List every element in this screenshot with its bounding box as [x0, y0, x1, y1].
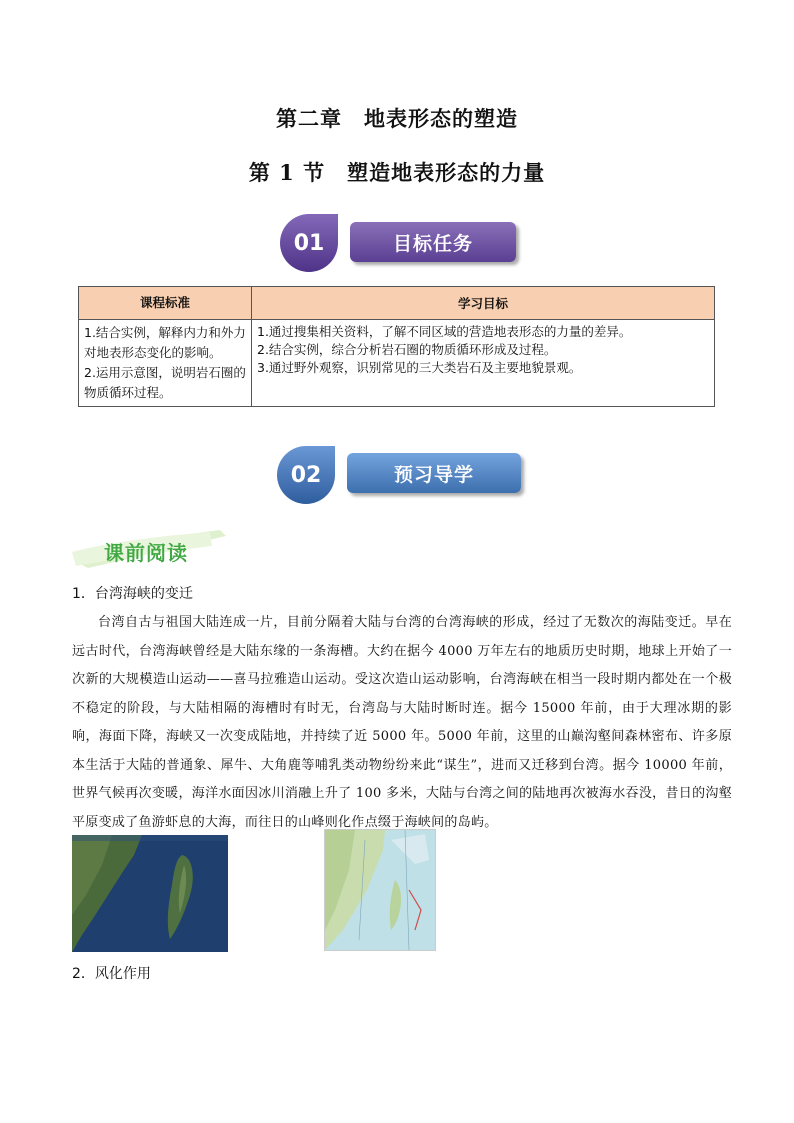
- chapter-title: 第二章 地表形态的塑造: [276, 106, 518, 131]
- objectives-cell: [252, 320, 715, 407]
- taiwan-satellite-image: [72, 835, 228, 952]
- table-header-standards: 课程标准: [79, 287, 252, 320]
- standard-item: 2.运用示意图，说明岩石圈的物质循环过程。: [84, 365, 246, 400]
- section-banner-preview: 预习导学: [347, 453, 521, 493]
- objective-item: 3.通过野外观察，识别常见的三大类岩石及主要地貌景观。: [257, 360, 582, 375]
- reading-paragraph: 台湾自古与祖国大陆连成一片，目前分隔着大陆与台湾的台湾海峡的形成，经过了无数次的海陆变迁。早在远古时代，台湾海峡曾经是大陆东缘的一条海槽。大约在据今 4000 万年左右的地质历史时期，地球上开始了一次新的大规模造山运动——喜马拉雅造山运动。受这次造山运动影响，台湾海峡在相当一段时期内都处在一个极不稳定的阶段，与大陆相隔的海槽时有时无，台湾岛与大陆时断时连。据今 15000 年前，由于大理冰期的影响，海面下降，海峡又一次变成陆地，并持续了近 5000 年。5000 年前，这里的山巅沟壑间森林密布、许多原本生活于大陆的普通象、犀牛、大角鹿等哺乳类动物纷纷来此“谋生”，进而又迁移到台湾。据今 10000 年前，世界气候再次变暖，海洋水面因冰川消融上升了 100 多米，大陆与台湾之间的陆地再次被海水吞没，昔日的沟壑平原变成了鱼游虾息的大海，而往日的山峰则化作点缀于海峡间的岛屿。: [72, 615, 732, 830]
- goals-table: [78, 286, 715, 407]
- table-header-objectives: 学习目标: [252, 287, 715, 320]
- badge-number: 02: [290, 462, 322, 488]
- objective-item: 2.结合实例，综合分析岩石圈的物质循环形成及过程。: [257, 342, 557, 357]
- section-number-badge-02: [273, 442, 339, 508]
- reading-tag-label: 课前阅读: [104, 541, 188, 565]
- objective-item: 1.通过搜集相关资料，了解不同区域的营造地表形态的力量的差异。: [257, 324, 632, 339]
- taiwan-strait-map: [324, 829, 436, 951]
- standard-item: 1.结合实例，解释内力和外力对地表形态变化的影响。: [84, 325, 246, 360]
- item-heading-2: 2．风化作用: [72, 966, 151, 982]
- section-banner-goals: 目标任务: [350, 222, 516, 262]
- standards-cell: [79, 320, 252, 407]
- section-number-badge-01: [276, 210, 342, 276]
- section-title: 第 1 节 塑造地表形态的力量: [248, 160, 546, 185]
- item-heading-1: 1．台湾海峡的变迁: [72, 586, 193, 602]
- badge-number: 01: [293, 230, 325, 256]
